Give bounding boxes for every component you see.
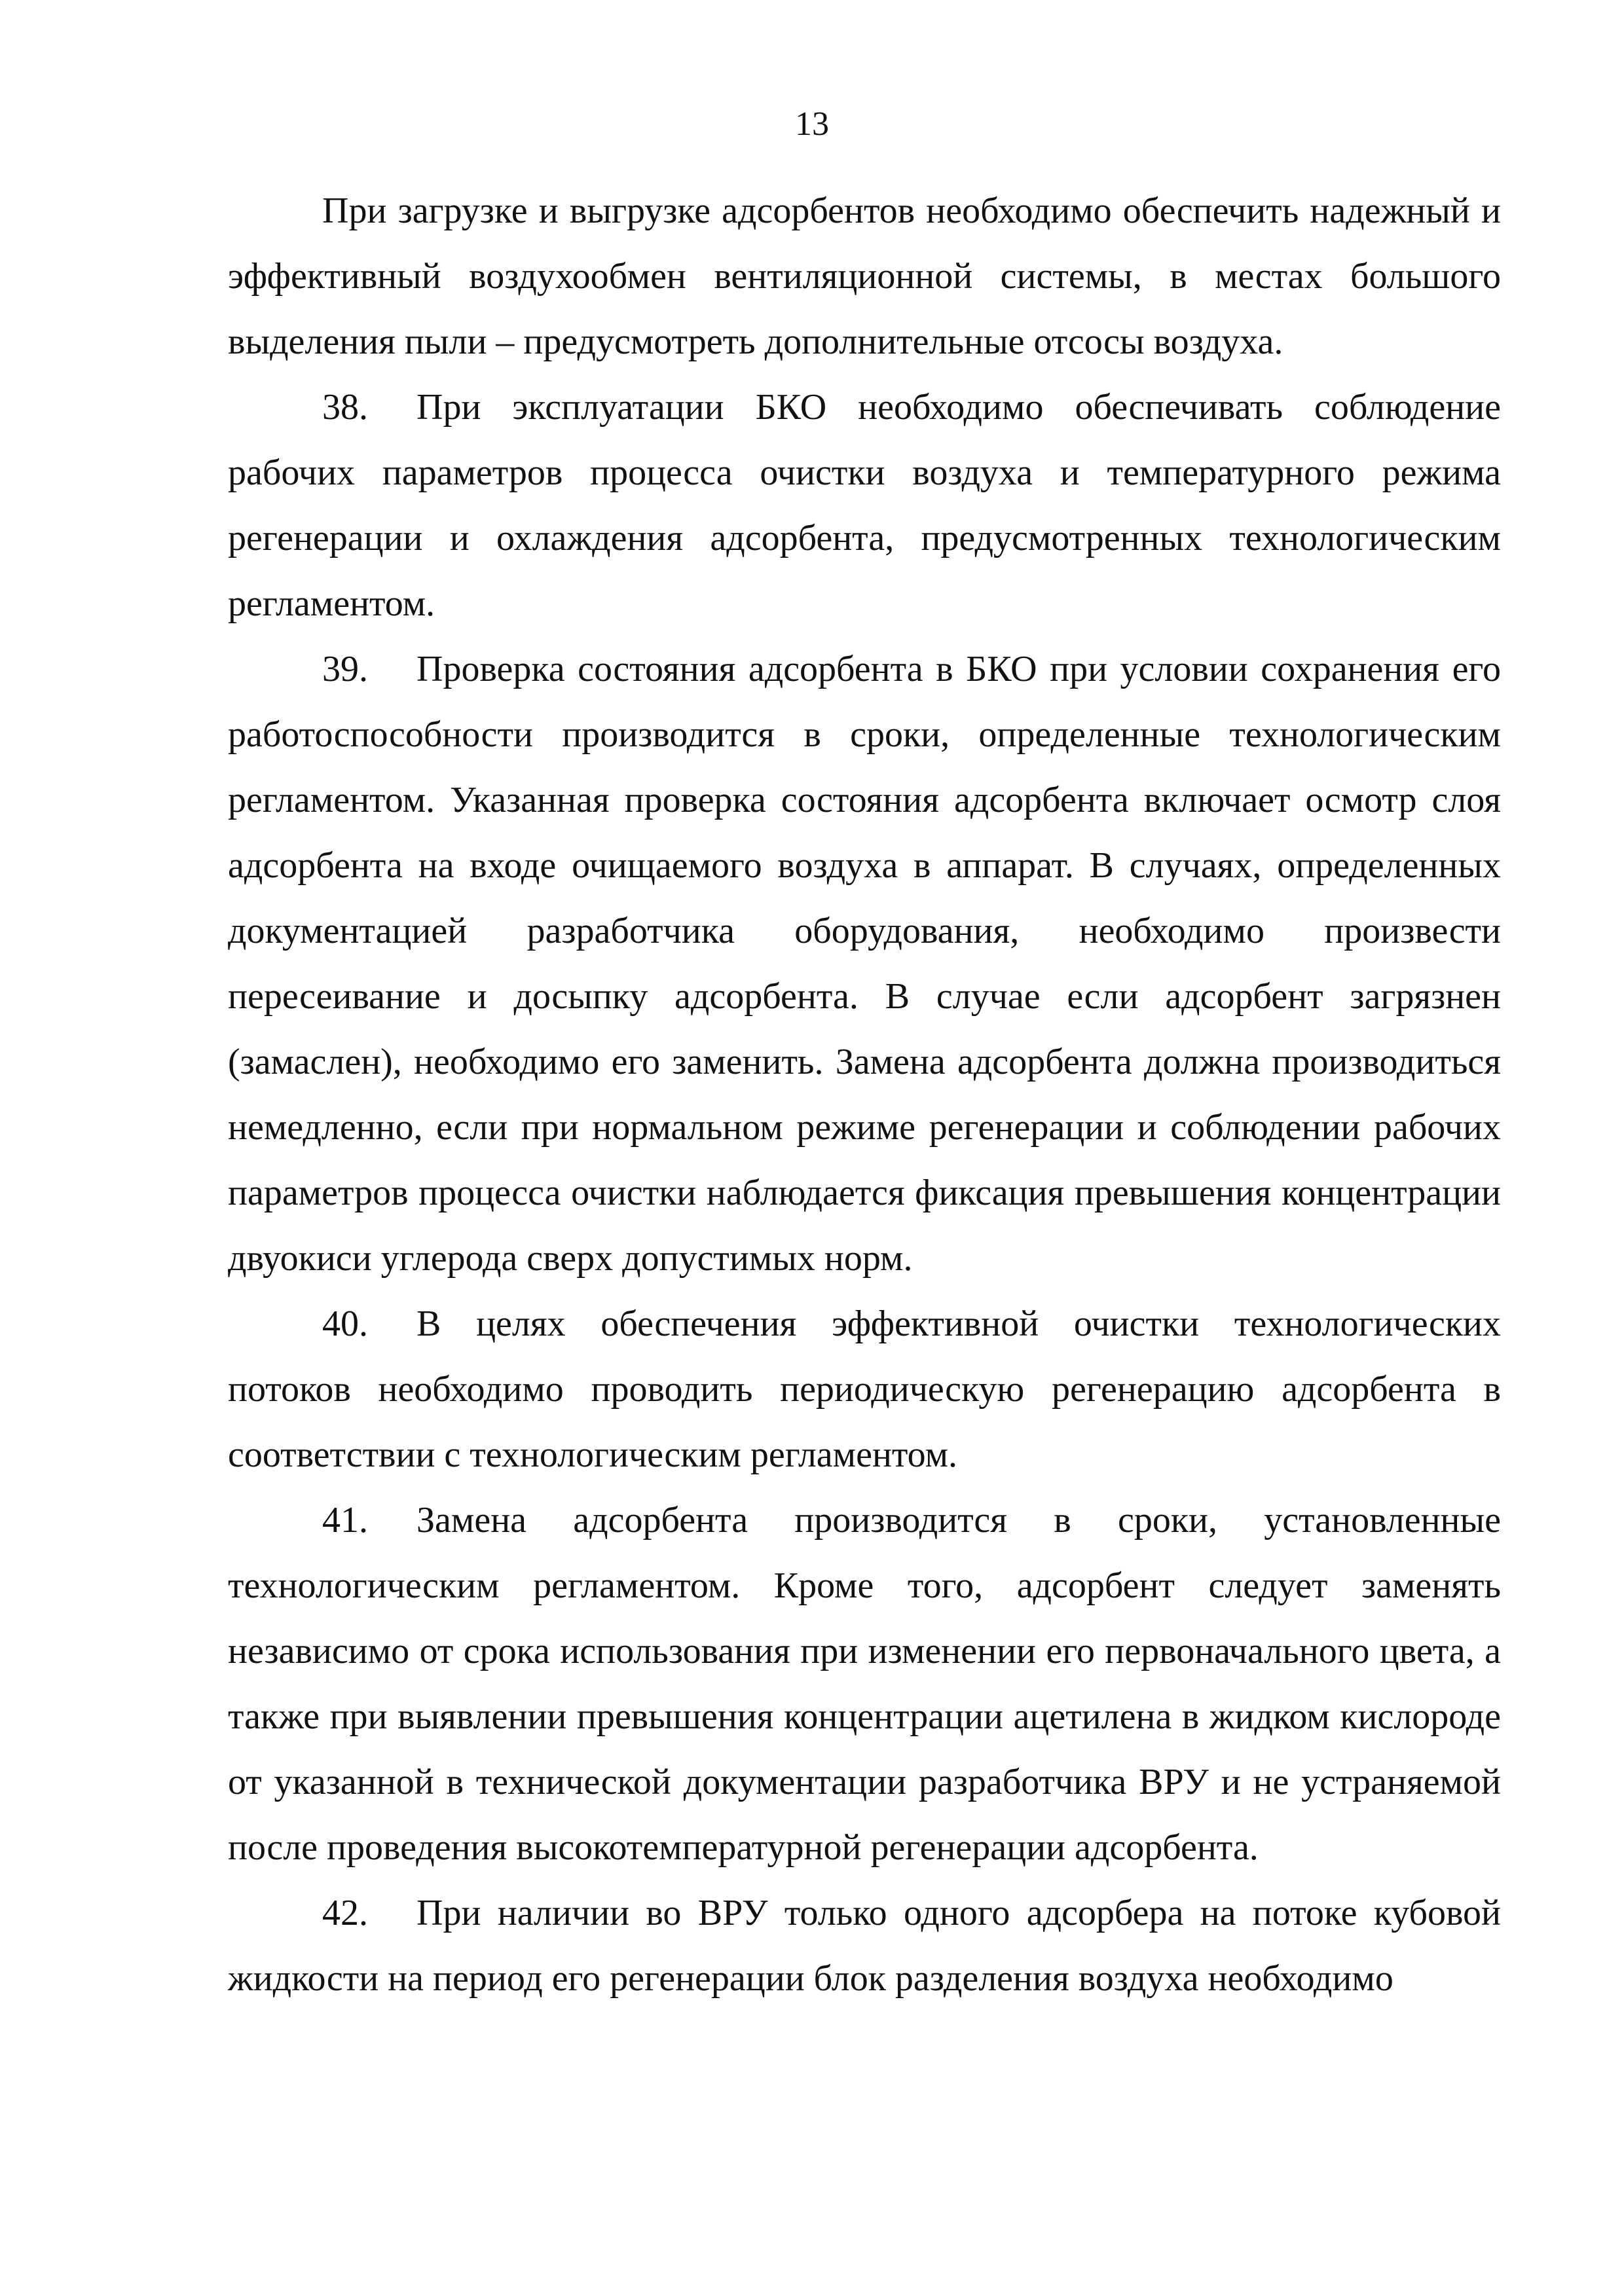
paragraph-text: При наличии во ВРУ только одного адсорбера на потоке кубовой жидкости на период его регенерации блок разделения воздуха необходимо	[228, 1893, 1501, 1999]
paragraph-number: 41.	[322, 1500, 368, 1540]
paragraph-text: В целях обеспечения эффективной очистки технологических потоков необходимо проводить периодическую регенерацию адсорбента в соответствии с технологическим регламентом.	[228, 1303, 1501, 1475]
paragraph-number: 38.	[322, 387, 368, 428]
paragraph-text: Проверка состояния адсорбента в БКО при условии сохранения его работоспособности производится в сроки, определенные технологическим регламентом. Указанная проверка состояния адсорбента включает осмотр слоя адсорбента на входе очищаемого воздуха в аппарат. В случаях, определенных документацией разработчика оборудования, необходимо произвести пересеивание и досыпку адсорбента. В случае если адсорбент загрязнен (замаслен), необходимо его заменить. Замена адсорбента должна производиться немедленно, если при нормальном режиме регенерации и соблюдении рабочих параметров процесса очистки наблюдается фиксация превышения концентрации двуокиси углерода сверх допустимых норм.	[228, 649, 1501, 1279]
document-body	[228, 178, 1501, 2011]
paragraph-intro	[228, 178, 1501, 374]
paragraph-number: 40.	[322, 1303, 368, 1344]
paragraph-text: При эксплуатации БКО необходимо обеспечивать соблюдение рабочих параметров процесса очистки воздуха и температурного режима регенерации и охлаждения адсорбента, предусмотренных технологическим регламентом.	[228, 387, 1501, 624]
paragraph-text: При загрузке и выгрузке адсорбентов необходимо обеспечить надежный и эффективный воздухообмен вентиляционной системы, в местах большого выделения пыли – предусмотреть дополнительные отсосы воздуха.	[228, 191, 1501, 362]
paragraph-number: 39.	[322, 649, 368, 689]
page-number: 13	[795, 105, 829, 143]
paragraph-text: Замена адсорбента производится в сроки, установленные технологическим регламентом. Кроме того, адсорбент следует заменять независимо от срока использования при изменении его первоначального цвета, а также при выявлении превышения концентрации ацетилена в жидком кислороде от указанной в технической документации разработчика ВРУ и не устраняемой после проведения высокотемпературной регенерации адсорбента.	[228, 1500, 1501, 1868]
paragraph-number: 42.	[322, 1893, 368, 1933]
paragraph-38	[228, 374, 1501, 636]
paragraph-40	[228, 1291, 1501, 1487]
paragraph-42	[228, 1880, 1501, 2011]
paragraph-39	[228, 636, 1501, 1291]
paragraph-41	[228, 1487, 1501, 1880]
